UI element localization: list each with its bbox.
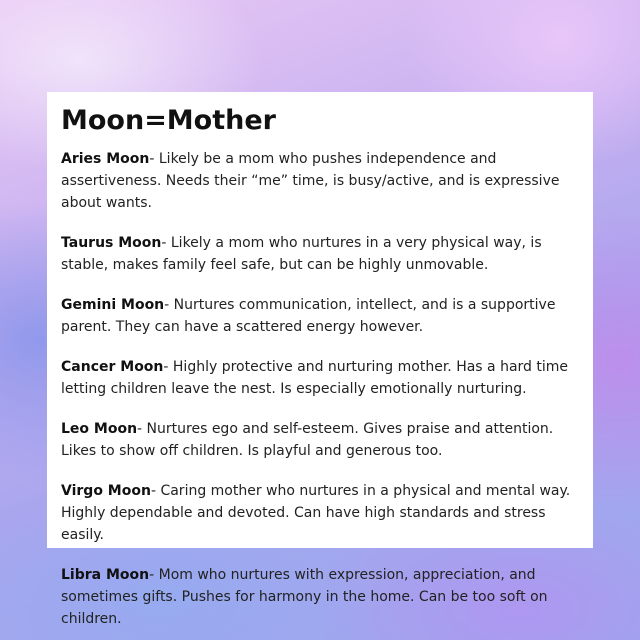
- entry-text: - Nurtures ego and self-esteem. Gives praise and attention. Likes to show off children. Is playful and generous too.: [61, 421, 554, 459]
- entry-text: - Mom who nurtures with expression, appreciation, and sometimes gifts. Pushes for harmony in the home. Can be too soft on children.: [61, 567, 548, 627]
- entry-name: Aries Moon: [61, 151, 150, 167]
- entry-leo-moon: [61, 418, 579, 462]
- entry-text: - Nurtures communication, intellect, and is a supportive parent. They can have a scattered energy however.: [61, 297, 556, 335]
- entry-name: Virgo Moon: [61, 483, 151, 499]
- entry-aries-moon: [61, 148, 579, 214]
- entry-name: Gemini Moon: [61, 297, 165, 313]
- entry-taurus-moon: [61, 232, 579, 276]
- entry-name: Taurus Moon: [61, 235, 162, 251]
- entry-text: - Likely a mom who nurtures in a very physical way, is stable, makes family feel safe, but can be highly unmovable.: [61, 235, 542, 273]
- page-title: Moon=Mother: [61, 105, 276, 136]
- entry-name: Leo Moon: [61, 421, 138, 437]
- entry-text: - Caring mother who nurtures in a physical and mental way. Highly dependable and devoted. Can have high standards and stress easily.: [61, 483, 571, 543]
- entry-text: - Highly protective and nurturing mother. Has a hard time letting children leave the nest. Is especially emotionally nurturing.: [61, 359, 569, 397]
- entry-name: Libra Moon: [61, 567, 150, 583]
- entry-gemini-moon: [61, 294, 579, 338]
- entry-name: Cancer Moon: [61, 359, 164, 375]
- entry-text: - Likely be a mom who pushes independence and assertiveness. Needs their “me” time, is busy/active, and is expressive about wants.: [61, 151, 560, 211]
- entry-cancer-moon: [61, 356, 579, 400]
- entry-virgo-moon: [61, 480, 579, 546]
- content-card: [47, 92, 593, 627]
- entry-libra-moon: [61, 564, 579, 630]
